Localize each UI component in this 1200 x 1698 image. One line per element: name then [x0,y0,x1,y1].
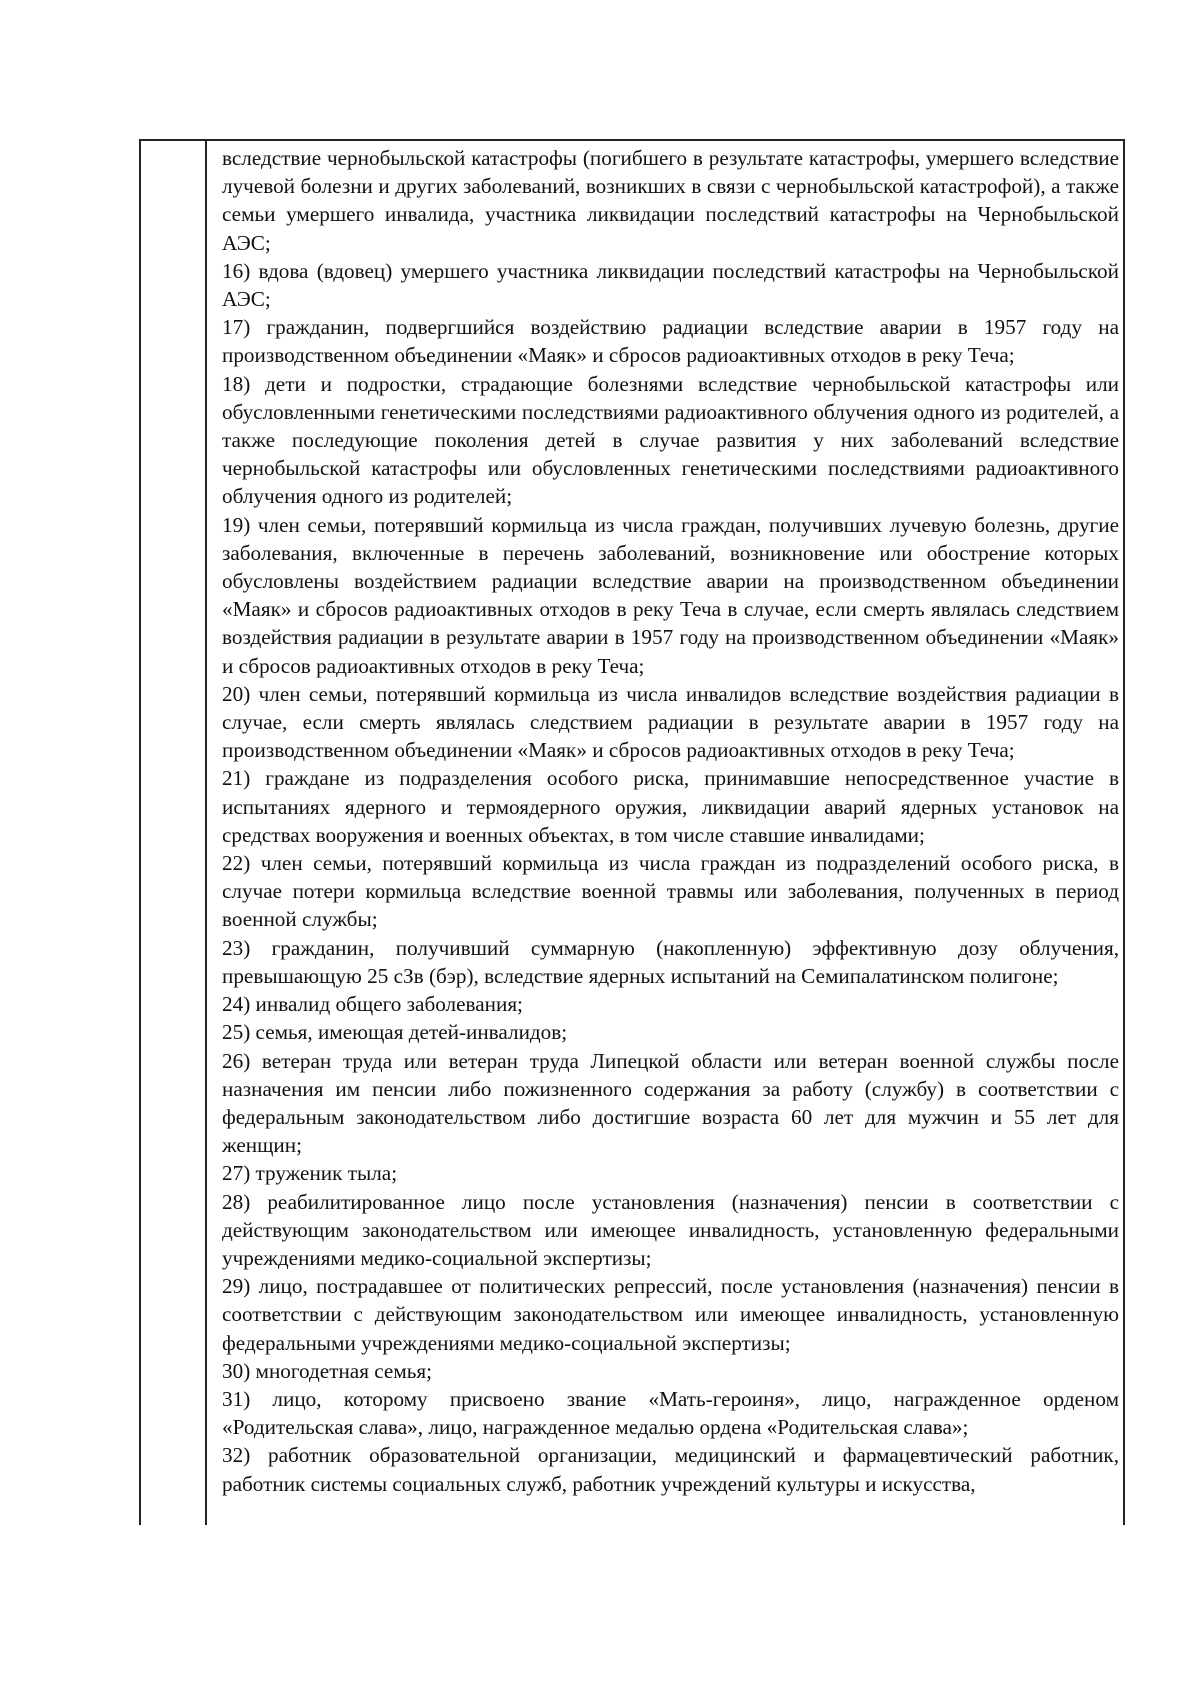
paragraph: 28) реабилитированное лицо после установления (назначения) пенсии в соответствии с действующим законодательством или имеющее инвалидность, установленную федеральными учреждениями медико-социальной экспертизы; [222,1189,1119,1270]
paragraph: 20) член семьи, потерявший кормильца из числа инвалидов вследствие воздействия радиации в случае, если смерть являлась следствием радиации в результате аварии в 1957 году на производственном объединении «Маяк» и сбросов радиоактивных отходов в реку Теча; [222,681,1119,763]
paragraph: 17) гражданин, подвергшийся воздействию радиации вследствие аварии в 1957 году на производственном объединении «Маяк» и сбросов радиоактивных отходов в реку Теча; [222,315,1119,368]
paragraph: 22) член семьи, потерявший кормильца из числа граждан из подразделений особого риска, в случае потери кормильца вследствие военной травмы или заболевания, полученных в период военной службы; [222,851,1119,932]
cell-text [222,144,1119,1498]
paragraph: 19) член семьи, потерявший кормильца из числа граждан, получивших лучевую болезнь, другие заболевания, включенные в перечень заболеваний, возникновение или обострение которых обусловлены воздействием радиации вследствие аварии на производственном объединении «Маяк» и сбросов радиоактивных отходов в реку Теча в случае, если смерть являлась следствием воздействия радиации в результате аварии в 1957 году на производственном объединении «Маяк» и сбросов радиоактивных отходов в реку Теча; [222,512,1119,678]
paragraph: 23) гражданин, получивший суммарную (накопленную) эффективную дозу облучения, превышающую 25 сЗв (бэр), вследствие ядерных испытаний на Семипалатинском полигоне; [222,935,1119,988]
text-column-cell [207,141,1123,1525]
paragraph: 21) граждане из подразделения особого риска, принимавшие непосредственное участие в испытаниях ядерного и термоядерного оружия, ликвидации аварий ядерных установок на средствах вооружения и военных объектах, в том числе ставшие инвалидами; [222,766,1119,847]
paragraph: 25) семья, имеющая детей-инвалидов; [222,1020,568,1045]
paragraph: 27) труженик тыла; [222,1161,398,1186]
paragraph: 26) ветеран труда или ветеран труда Липецкой области или ветеран военной службы после назначения им пенсии либо пожизненного содержания за работу (службу) в соответствии с федеральным законодательством либо достигшие возраста 60 лет для мужчин и 55 лет для женщин; [222,1048,1119,1158]
content-table [139,139,1125,1525]
paragraph: 32) работник образовательной организации, медицинский и фармацевтический работник, работник системы социальных служб, работник учреждений культуры и искусства, [222,1443,1119,1496]
number-column-cell [141,141,207,1525]
paragraph: 16) вдова (вдовец) умершего участника ликвидации последствий катастрофы на Чернобыльской АЭС; [222,258,1119,312]
paragraph: вследствие чернобыльской катастрофы (погибшего в результате катастрофы, умершего вследствие лучевой болезни и других заболеваний, возникших в связи с чернобыльской катастрофой), а также семьи умершего инвалида, участника ликвидации последствий катастрофы на Чернобыльской АЭС; [222,146,1119,255]
paragraph: 24) инвалид общего заболевания; [222,992,523,1017]
paragraph: 18) дети и подростки, страдающие болезнями вследствие чернобыльской катастрофы или обусловленными генетическими последствиями радиоактивного облучения одного из родителей, а также последующие поколения детей в случае развития у них заболеваний вследствие чернобыльской катастрофы или обусловленных генетическими последствиями радиоактивного облучения одного из родителей; [222,371,1119,509]
paragraph: 31) лицо, которому присвоено звание «Мать-героиня», лицо, награжденное орденом «Родительская слава», лицо, награжденное медалью ордена «Родительская слава»; [222,1386,1119,1440]
paragraph: 30) многодетная семья; [222,1358,433,1383]
paragraph: 29) лицо, пострадавшее от политических репрессий, после установления (назначения) пенсии в соответствии с действующим законодательством или имеющее инвалидность, установленную федеральными учреждениями медико-социальной экспертизы; [222,1274,1119,1355]
